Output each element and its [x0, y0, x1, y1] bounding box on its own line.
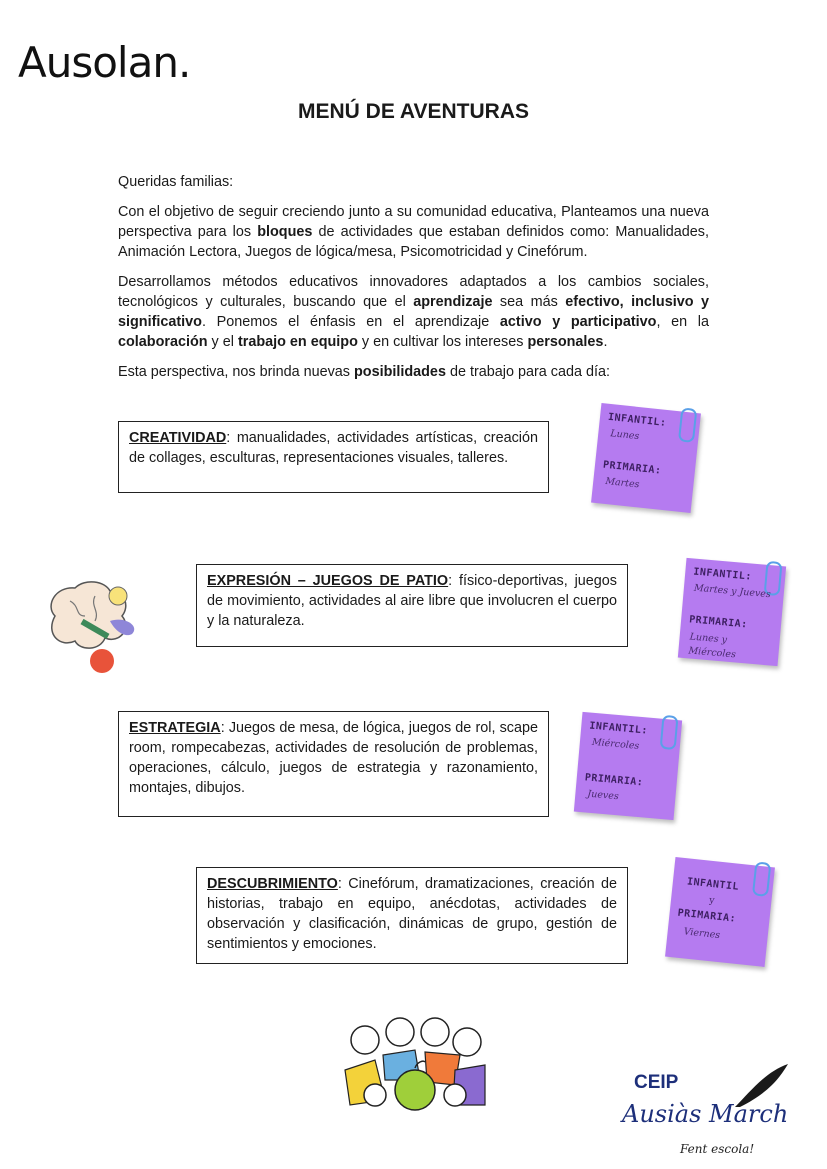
paperclip-icon — [660, 715, 679, 750]
infantil-day: Miércoles — [591, 736, 640, 752]
block-descubrimiento — [196, 867, 628, 964]
bold-run: aprendizaje — [413, 294, 493, 310]
primaria-label: PRIMARIA: — [677, 907, 737, 925]
bold-run: personales — [527, 334, 604, 350]
school-motto: Fent escola! — [680, 1142, 755, 1156]
text-run: de actividades que estaban definidos como: Manualidades, Animación Lectora, Juegos de lógica/mesa, Psicomotricidad y Cinefórum. — [118, 224, 709, 260]
block-creatividad — [118, 421, 549, 493]
intro-paragraph-1 — [118, 202, 709, 262]
bold-run: colaboración — [118, 334, 208, 350]
sticky-note-creatividad — [591, 403, 701, 513]
brain-illustration — [40, 576, 150, 686]
block-estrategia — [118, 711, 549, 817]
bold-run: trabajo en equipo — [237, 334, 358, 350]
primaria-day: Martes — [604, 475, 640, 491]
infantil-day: Martes y Jueves — [693, 582, 772, 601]
sticky-note-expresion — [678, 558, 786, 666]
text-run: . Ponemos el énfasis en el aprendizaje — [201, 314, 500, 330]
joiner: y — [708, 894, 716, 907]
block-heading: CREATIVIDAD — [129, 430, 227, 446]
paperclip-icon — [752, 861, 771, 896]
block-heading: DESCUBRIMIENTO — [207, 876, 338, 892]
text-run: . — [603, 334, 608, 350]
primaria-label: PRIMARIA: — [688, 614, 749, 631]
bold-run: activo y participativo — [499, 314, 657, 330]
school-script-name: Ausiàs March — [622, 1100, 789, 1128]
ausolan-logo: Ausolan. — [18, 38, 191, 87]
ceip-logo — [620, 1062, 820, 1162]
infantil-day: Lunes — [609, 428, 640, 443]
primaria-label: PRIMARIA: — [602, 459, 662, 477]
intro-paragraph-2 — [118, 272, 709, 352]
block-text: : manualidades, actividades artísticas, creación de collages, esculturas, representaciones visuales, talleres. — [129, 430, 538, 466]
text-run: y en cultivar los intereses — [357, 334, 528, 350]
paperclip-icon — [678, 407, 697, 442]
infantil-label: INFANTIL: — [692, 566, 753, 583]
block-heading: EXPRESIÓN – JUEGOS DE PATIO — [207, 573, 449, 589]
bold-run: posibilidades — [353, 364, 446, 380]
primaria-label: PRIMARIA: — [584, 772, 644, 789]
block-text: : físico-deportivas, juegos de movimiento, actividades al aire libre que involucren el cuerpo y la naturaleza. — [207, 573, 617, 629]
infantil-label: INFANTIL: — [588, 720, 649, 737]
school-name: CEIP — [634, 1072, 679, 1093]
text-run: y el — [207, 334, 238, 350]
intro-text — [118, 172, 709, 392]
primaria-day: Lunes y Miércoles — [687, 631, 737, 661]
primaria-day: Viernes — [683, 926, 721, 942]
text-run: Desarrollamos métodos educativos innovadores adaptados a los cambios sociales, tecnológicos y culturales, buscando que el — [118, 274, 709, 310]
bold-run: efectivo, inclusivo y significativo — [118, 294, 709, 330]
text-run: , en la — [656, 314, 709, 330]
children-illustration — [335, 1010, 495, 1122]
bold-run: bloques — [257, 224, 313, 240]
block-text: : Juegos de mesa, de lógica, juegos de rol, scape room, rompecabezas, actividades de resolución de problemas, operaciones, cálculo, juegos de estrategia y razonamiento, montajes, dibujos. — [129, 720, 538, 796]
primaria-day: Jueves — [586, 788, 620, 803]
block-heading: ESTRATEGIA — [129, 720, 221, 736]
sticky-note-estrategia — [574, 712, 682, 820]
sticky-note-descubrimiento — [665, 857, 775, 967]
intro-paragraph-3 — [118, 362, 709, 382]
text-run: Con el objetivo de seguir creciendo junto a su comunidad educativa, Planteamos una nueva perspectiva para los — [118, 204, 709, 240]
infantil-label: INFANTIL: — [607, 411, 667, 429]
text-run: Esta perspectiva, nos brinda nuevas — [118, 364, 354, 380]
page-title: MENÚ DE AVENTURAS — [297, 100, 529, 123]
text-run: de trabajo para cada día: — [445, 364, 610, 380]
text-run: sea más — [492, 294, 566, 310]
infantil-label: INFANTIL — [686, 876, 740, 893]
block-expresion — [196, 564, 628, 647]
block-text: : Cinefórum, dramatizaciones, creación de historias, trabajo en equipo, anécdotas, actividades de observación y clasificación, dinámicas de grupo, gestión de sentimientos y emociones. — [207, 876, 617, 952]
greeting: Queridas familias: — [118, 174, 234, 190]
